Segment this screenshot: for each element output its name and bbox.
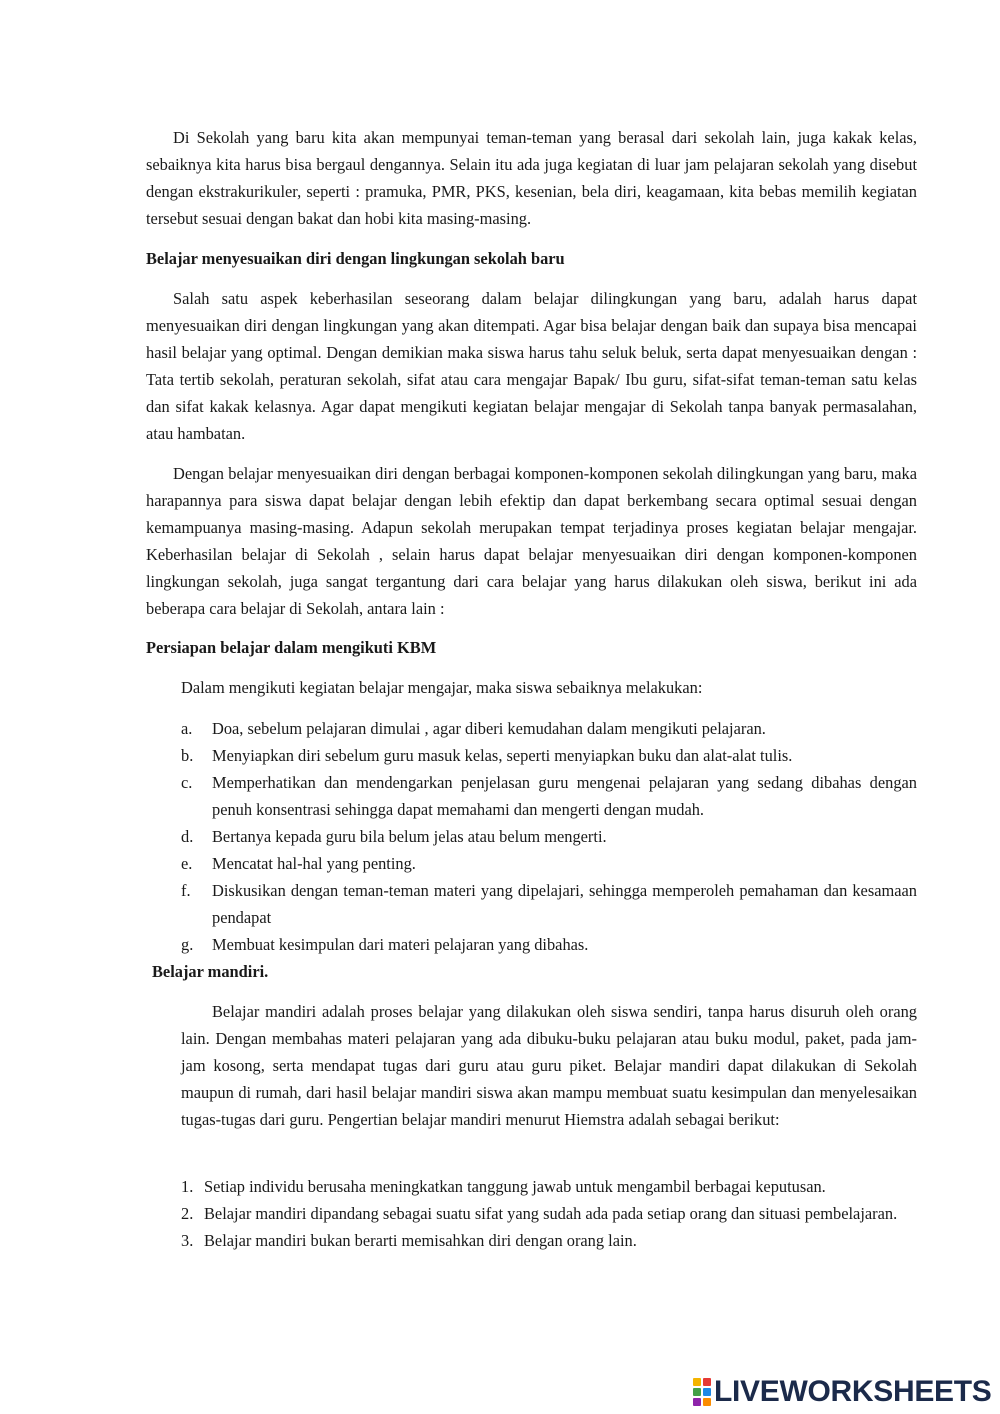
logo-square — [703, 1378, 711, 1386]
list-marker: d. — [181, 827, 194, 846]
list-item — [181, 850, 917, 877]
list-item — [181, 931, 917, 958]
adapt-paragraph-1: Salah satu aspek keberhasilan seseorang dalam belajar dilingkungan yang baru, adalah harus dapat menyesuaikan diri dengan lingkungan yang akan ditempati. Agar bisa belajar dengan baik dan supaya bisa mencapai hasil belajar yang optimal. Dengan demikian maka siswa harus tahu seluk beluk, serta dapat menyesuaikan dengan : Tata tertib sekolah, peraturan sekolah, sifat atau cara mengajar Bapak/ Ibu guru, sifat-sifat teman-teman satu kelas dan sifat kakak kelasnya. Agar dapat mengikuti kegiatan belajar mengajar di Sekolah tanpa banyak permasalahan, atau hambatan. — [146, 289, 917, 443]
heading-adapt: Belajar menyesuaikan diri dengan lingkungan sekolah baru — [146, 249, 565, 268]
hiemstra-list — [181, 1173, 917, 1254]
logo-square — [703, 1388, 711, 1396]
adapt-paragraph-2: Dengan belajar menyesuaikan diri dengan berbagai komponen-komponen sekolah dilingkungan yang baru, maka harapannya para siswa dapat belajar dengan lebih efektip dan dapat berkembang secara optimal sesuai dengan kemampuanya masing-masing. Adapun sekolah merupakan tempat terjadinya proses kegiatan belajar mengajar. Keberhasilan belajar di Sekolah , selain harus dapat belajar menyesuaikan diri dengan komponen-komponen lingkungan sekolah, juga sangat tergantung dari cara belajar yang harus dilakukan oleh siswa, berikut ini ada beberapa cara belajar di Sekolah, antara lain : — [146, 464, 917, 618]
list-item — [181, 715, 917, 742]
heading-kbm: Persiapan belajar dalam mengikuti KBM — [146, 638, 437, 657]
kbm-list — [181, 715, 917, 958]
list-marker: c. — [181, 773, 193, 792]
list-marker: b. — [181, 746, 194, 765]
list-item-text: Doa, sebelum pelajaran dimulai , agar diberi kemudahan dalam mengikuti pelajaran. — [212, 719, 766, 738]
logo-square — [703, 1398, 711, 1406]
list-item-text: Membuat kesimpulan dari materi pelajaran yang dibahas. — [212, 935, 589, 954]
list-item-text: Bertanya kepada guru bila belum jelas atau belum mengerti. — [212, 827, 607, 846]
list-marker: a. — [181, 719, 193, 738]
kbm-intro: Dalam mengikuti kegiatan belajar mengajar, maka siswa sebaiknya melakukan: — [181, 678, 703, 697]
list-item-text: Mencatat hal-hal yang penting. — [212, 854, 416, 873]
list-item — [181, 823, 917, 850]
liveworksheets-logo-icon — [693, 1378, 711, 1406]
list-item-text: Menyiapkan diri sebelum guru masuk kelas, seperti menyiapkan buku dan alat-alat tulis. — [212, 746, 793, 765]
list-item — [181, 877, 917, 931]
heading-mandiri: Belajar mandiri. — [152, 962, 269, 981]
list-item — [181, 742, 917, 769]
list-item-text: Setiap individu berusaha meningkatkan tanggung jawab untuk mengambil berbagai keputusan. — [204, 1177, 826, 1196]
intro-paragraph: Di Sekolah yang baru kita akan mempunyai teman-teman yang berasal dari sekolah lain, juga kakak kelas, sebaiknya kita harus bisa bergaul dengannya. Selain itu ada juga kegiatan di luar jam pelajaran sekolah yang disebut dengan ekstrakurikuler, seperti : pramuka, PMR, PKS, kesenian, bela diri, keagamaan, kita bebas memilih kegiatan tersebut sesuai dengan bakat dan hobi kita masing-masing. — [146, 128, 917, 228]
logo-square — [693, 1378, 701, 1386]
list-marker: g. — [181, 935, 194, 954]
logo-square — [693, 1388, 701, 1396]
watermark-text: LIVEWORKSHEETS — [714, 1375, 992, 1408]
list-marker: 3. — [181, 1231, 194, 1250]
list-marker: f. — [181, 881, 191, 900]
mandiri-paragraph: Belajar mandiri adalah proses belajar yang dilakukan oleh siswa sendiri, tanpa harus disuruh oleh orang lain. Dengan membahas materi pelajaran yang ada dibuku-buku pelajaran atau buku modul, paket, pada jam-jam kosong, serta mendapat tugas dari guru atau guru piket. Belajar mandiri dapat dilakukan di Sekolah maupun di rumah, dari hasil belajar mandiri siswa akan mampu membuat suatu kesimpulan dan menyelesaikan tugas-tugas dari guru. Pengertian belajar mandiri menurut Hiemstra adalah sebagai berikut: — [181, 1002, 917, 1129]
list-item — [181, 769, 917, 823]
logo-square — [693, 1398, 701, 1406]
list-item — [181, 1173, 917, 1200]
list-item-text: Belajar mandiri dipandang sebagai suatu sifat yang sudah ada pada setiap orang dan situasi pembelajaran. — [204, 1204, 898, 1223]
list-item-text: Diskusikan dengan teman-teman materi yang dipelajari, sehingga memperoleh pemahaman dan kesamaan pendapat — [212, 881, 917, 927]
list-item — [181, 1227, 917, 1254]
list-item-text: Belajar mandiri bukan berarti memisahkan diri dengan orang lain. — [204, 1231, 637, 1250]
list-item — [181, 1200, 917, 1227]
liveworksheets-watermark — [693, 1374, 992, 1410]
list-item-text: Memperhatikan dan mendengarkan penjelasan guru mengenai pelajaran yang sedang dibahas dengan penuh konsentrasi sehingga dapat memahami dan mengerti dengan mudah. — [212, 773, 917, 819]
list-marker: 2. — [181, 1204, 194, 1223]
list-marker: 1. — [181, 1177, 194, 1196]
list-marker: e. — [181, 854, 193, 873]
